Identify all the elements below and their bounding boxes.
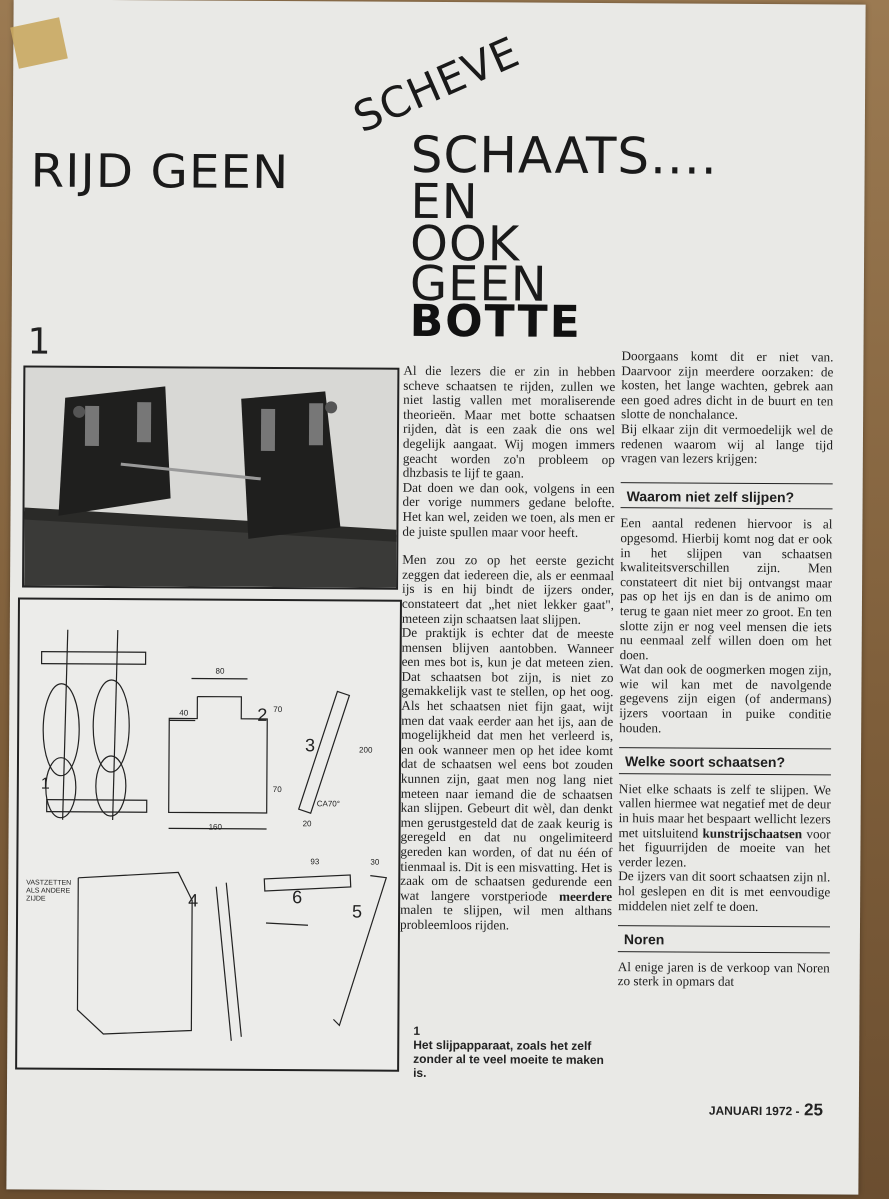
title-botte: BOTTE bbox=[409, 295, 582, 348]
paragraph-text: Niet elke schaats is zelf te slijpen. We vallen hiermee wat negatief met de deur in huis maar het bespaart wellicht lezers met uitsluitend bbox=[618, 780, 831, 841]
emphasis-meerdere: meerdere bbox=[558, 888, 613, 904]
title-en: EN bbox=[410, 173, 479, 231]
label-vastzetten: VASTZETTEN ALS ANDERE ZIJDE bbox=[26, 879, 72, 903]
label-part-6: 6 bbox=[292, 887, 303, 908]
label-part-4: 4 bbox=[188, 890, 199, 911]
section-heading-noren: Noren bbox=[618, 925, 830, 953]
label-part-3: 3 bbox=[305, 735, 316, 756]
paragraph: Men zou zo op het eerste gezicht zeggen dat iedereen die, als er eenmaal ijs is en hij bindt de ijzers onder, constateert dat „het niet lekker gaat", meteen zijn schaatsen laat slijpen. bbox=[401, 551, 615, 627]
photo-grinding-device bbox=[22, 365, 399, 589]
issue-date: JANUARI 1972 - bbox=[708, 1103, 800, 1119]
paragraph: Doorgaans komt dit er niet van. Daarvoor zijn meerdere oorzaken: de kosten, het lange wachten, gebrek aan een goed adres dicht in de buurt en ten slotte de nonchalance. bbox=[621, 348, 834, 423]
label-part-5: 5 bbox=[352, 901, 363, 922]
exploded-view-drawing bbox=[17, 599, 400, 1069]
page-number: 25 bbox=[803, 1100, 824, 1120]
dim-200: 200 bbox=[359, 745, 373, 755]
figure-number: 1 bbox=[27, 321, 51, 363]
dim-angle: CA70° bbox=[316, 799, 340, 809]
paragraph bbox=[618, 782, 831, 871]
paragraph: Een aantal redenen hiervoor is al opgesomd. Hierbij komt nog dat er ook in het slijpen van schaatsen kwaliteitsverschillen zijn. Men constateert dit niet bij ontvangst maar pas op het ijs en dan is de animo om terug te gaan niet meer zo groot. En ten slotte zijn er nog veel mensen die iets nu eenmaal zelf willen doen om het doen. bbox=[619, 515, 833, 662]
section-heading-waarom: Waarom niet zelf slijpen? bbox=[621, 482, 833, 510]
paragraph: Dat doen we dan ook, volgens in een der vorige nummers gedane belofte. Het kan wel, zeiden we toen, als men er de juiste spullen maar voor heeft. bbox=[402, 479, 615, 540]
title-geen: GEEN bbox=[409, 255, 548, 313]
article-column-1 bbox=[400, 364, 615, 934]
dim-160: 160 bbox=[208, 822, 222, 832]
title-line1: RIJD GEEN bbox=[30, 143, 290, 200]
dim-70-bottom: 70 bbox=[272, 785, 282, 795]
article-column-2 bbox=[618, 349, 834, 990]
section-heading-soort: Welke soort schaatsen? bbox=[619, 747, 831, 775]
paragraph: Bij elkaar zijn dit vermoedelijk wel de redenen waarom wij al lange tijd vragen van lezers krijgen: bbox=[620, 421, 834, 467]
paragraph-text: malen te slijpen, wil men althans probleemloos rijden. bbox=[399, 902, 613, 933]
dim-80: 80 bbox=[215, 666, 225, 676]
dim-70-top: 70 bbox=[273, 705, 283, 715]
paragraph-text: voor het figuurrijden de moeite van het verder lezen. bbox=[618, 825, 831, 870]
paragraph: De ijzers van dit soort schaatsen zijn nl. hol geslepen en dit is met eenvoudige middelen niet zelf te doen. bbox=[618, 868, 831, 914]
title-schaats: SCHAATS.... bbox=[410, 125, 718, 186]
dim-30: 30 bbox=[370, 857, 380, 867]
emphasis-kunstrij: kunstrijschaatsen bbox=[702, 825, 803, 841]
paragraph-text: De praktijk is echter dat de meeste mensen blijven aantobben. Wanneer een mes bot is, kun je dat meteen zien. Dat schaatsen bot zijn, is niet zo gemakkelijk vast te stellen, op het oog. Als het schaatsen niet fijn gaat, wijt men dat vaak eerder aan het ijs, aan de mogelijkheid dat men het verleerd is, en ook wanneer men op het idee komt dat de schaatsen wel eens bot zouden kunnen zijn, gaat men nog lang niet meteen naar iemand die de schaatsen kan slijpen. Gebeurt dit wèl, dan denkt men gerustgesteld dat de zaak keurig is geregeld en dat nu ongelimiteerd gereden kan worden, of dat nu één of tienmaal is. Dit is een misvatting. Het is zaak om de schaatsen gedurende een wat langere vorstperiode bbox=[400, 624, 614, 904]
page-footer bbox=[709, 1100, 823, 1121]
label-part-1: 1 bbox=[40, 775, 50, 793]
dim-40: 40 bbox=[179, 708, 189, 718]
caption-number: 1 bbox=[413, 1023, 421, 1038]
title-scheve: SCHEVE bbox=[346, 27, 527, 143]
grinding-device-photo bbox=[24, 367, 397, 587]
paragraph bbox=[400, 626, 614, 934]
paragraph: Wat dan ook de oogmerken mogen zijn, wie wil kan met de navolgende gegevens zijn eigen (of andermans) ijzers voortaan in puike conditie houden. bbox=[619, 661, 832, 736]
construction-diagram bbox=[15, 597, 402, 1071]
figure-caption bbox=[413, 1024, 613, 1081]
dim-93: 93 bbox=[310, 857, 320, 867]
title-ook: OOK bbox=[409, 215, 521, 273]
paragraph: Al enige jaren is de verkoop van Noren zo sterk in opmars dat bbox=[617, 958, 830, 990]
label-part-2: 2 bbox=[257, 704, 268, 725]
magazine-page bbox=[6, 0, 865, 1195]
dim-20: 20 bbox=[302, 819, 312, 829]
caption-text: Het slijpapparaat, zoals het zelf zonder al te veel moeite te maken is. bbox=[413, 1037, 604, 1080]
paragraph: Al die lezers die er zin in hebben scheve schaatsen te rijden, zullen we niet lastig vallen met moraliserende theorieën. Maar met botte schaatsen rijden, dàt is een zaak die ons wel degelijk aangaat. Wij mogen immers geacht worden zo'n probleem op dhzbasis te lijf te gaan. bbox=[402, 362, 616, 481]
